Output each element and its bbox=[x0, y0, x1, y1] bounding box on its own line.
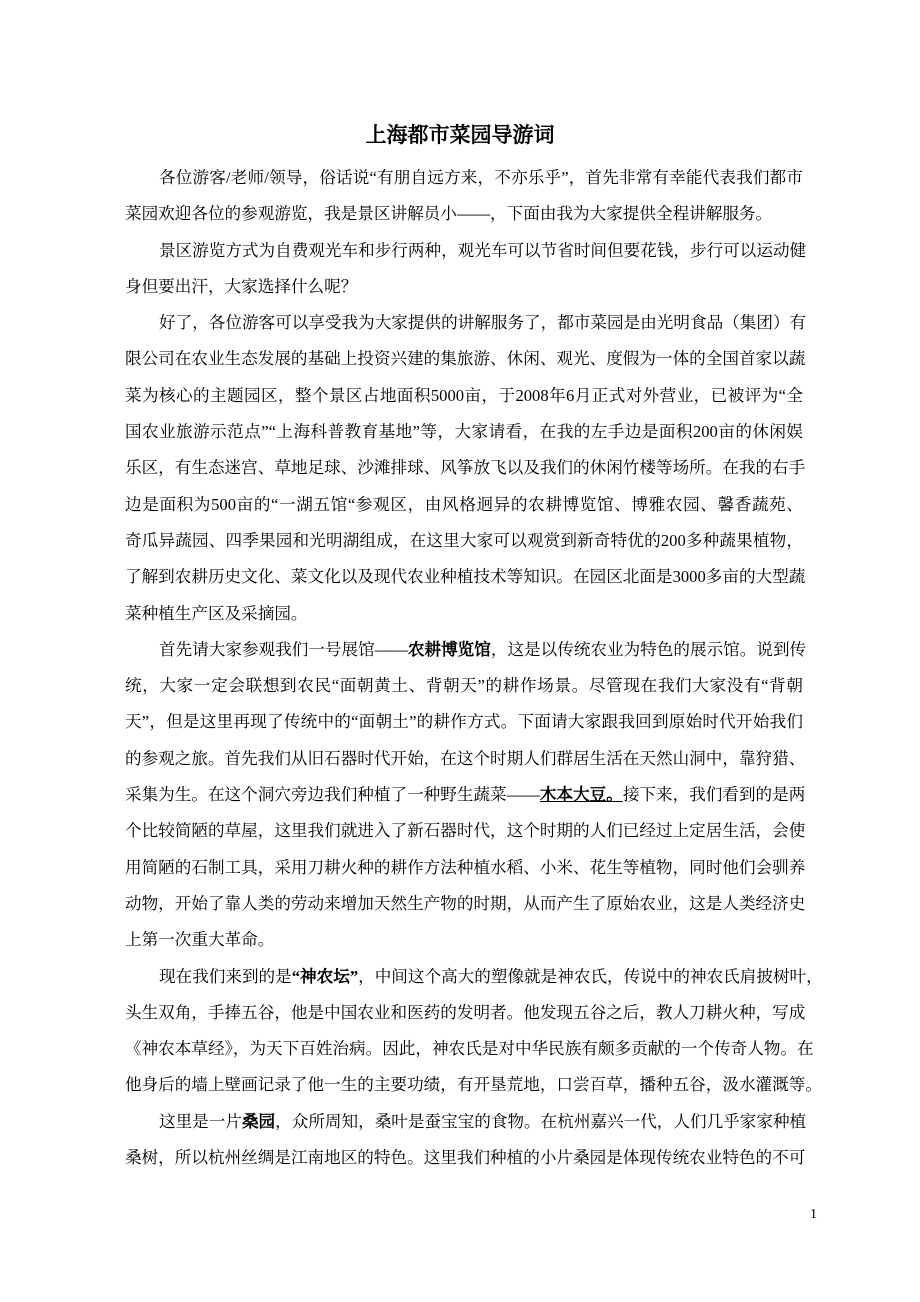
text-segment: ，这是以传统农业为特色的展示馆。说到传 bbox=[490, 639, 807, 659]
text-segment: 采集为生。在这个洞穴旁边我们种植了一种野生蔬菜—— bbox=[125, 785, 540, 805]
text-segment: 菜园欢迎各位的参观游览，我是景区讲解员小——，下面由我为大家提供全程讲解服务。 bbox=[125, 204, 773, 224]
text-segment: 各位游客/老师/领导，俗话说“有朋自远方来，不亦乐乎”，首先非常有幸能代表我们都市 bbox=[159, 168, 803, 187]
text-segment: 边是面积为500亩的“一湖五馆“参观区，由风格迥异的农耕博览馆、博雅农园、馨香蔬苑、 bbox=[125, 494, 803, 514]
text-line bbox=[125, 160, 803, 196]
bold-underlined-text: 木本大豆。 bbox=[539, 785, 623, 805]
paragraph bbox=[125, 160, 803, 233]
text-line bbox=[125, 269, 803, 305]
bold-text: 农耕博览馆 bbox=[407, 639, 491, 659]
text-segment: 奇瓜异蔬园、四季果园和光明湖组成，在这里大家可以观赏到新奇特优的200多种蔬果植物， bbox=[125, 530, 803, 550]
text-segment: 天”，但是这里再现了传统中的“面朝土”的耕作方式。下面请大家跟我回到原始时代开始我们 bbox=[125, 712, 803, 732]
paragraph bbox=[125, 632, 807, 959]
bold-text: 桑园 bbox=[241, 1111, 276, 1131]
text-line bbox=[125, 378, 803, 414]
text-segment: 这里是一片 bbox=[159, 1111, 242, 1131]
paragraph bbox=[125, 233, 807, 306]
text-line bbox=[125, 196, 803, 232]
document-title: 上海都市菜园导游词 bbox=[365, 123, 555, 147]
text-line bbox=[125, 995, 806, 1031]
document-body bbox=[125, 160, 823, 1176]
text-line bbox=[125, 850, 806, 886]
text-segment: 乐区，有生态迷宫、草地足球、沙滩排球、风筝放飞以及我们的休闲竹楼等场所。在我的右手 bbox=[125, 458, 806, 478]
text-line bbox=[125, 487, 803, 523]
text-segment: 统，大家一定会联想到农民“面朝黄土、背朝天”的耕作场景。尽管现在我们大家没有“背朝 bbox=[125, 676, 803, 696]
text-line bbox=[125, 959, 823, 995]
text-segment: 动物，开始了靠人类的劳动来增加天然生产物的时期，从而产生了原始农业，这是人类经济史 bbox=[125, 893, 806, 913]
text-line bbox=[125, 704, 803, 740]
text-line bbox=[125, 305, 807, 341]
text-line bbox=[125, 1067, 822, 1103]
text-line bbox=[125, 450, 806, 486]
text-segment: 景区游览方式为自费观光车和步行两种，观光车可以节省时间但要花钱，步行可以运动健 bbox=[159, 240, 807, 260]
text-segment: 接下来，我们看到的是两 bbox=[622, 785, 806, 805]
text-segment: 首先请大家参观我们一号展馆—— bbox=[159, 639, 408, 659]
text-segment: 《神农本草经》，为天下百姓治病。因此，神农氏是对中华民族有颇多贡献的一个传奇人物。在 bbox=[125, 1039, 814, 1059]
text-line bbox=[125, 596, 803, 632]
text-line bbox=[125, 922, 803, 958]
text-segment: 桑树，所以杭州丝绸是江南地区的特色。这里我们种植的小片桑园是体现传统农业特色的不可 bbox=[125, 1148, 806, 1168]
text-line bbox=[125, 1031, 814, 1067]
text-segment: 的参观之旅。首先我们从旧石器时代开始，在这个时期人们群居生活在天然山洞中，靠狩猎、 bbox=[125, 748, 806, 768]
text-line bbox=[125, 668, 803, 704]
bold-text: “神农坛” bbox=[291, 966, 359, 986]
text-segment: 身但要出汗，大家选择什么呢？ bbox=[125, 276, 358, 296]
text-segment: 个比较简陋的草屋，这里我们就进入了新石器时代，这个时期的人们已经过上定居生活，会使 bbox=[125, 821, 806, 841]
text-segment: 国农业旅游示范点”“上海科普教育基地”等，大家请看，在我的左手边是面积200亩的休闲娱 bbox=[125, 422, 803, 442]
text-line bbox=[125, 559, 806, 595]
text-line bbox=[125, 741, 806, 777]
text-segment: ，中间这个高大的塑像就是神农氏，传说中的神农氏肩披树叶， bbox=[358, 966, 823, 986]
text-segment: 他身后的墙上壁画记录了他一生的主要功绩，有开垦荒地，口尝百草，播种五谷，汲水灌溉等。 bbox=[125, 1075, 822, 1095]
text-line bbox=[125, 886, 806, 922]
text-line bbox=[125, 777, 806, 813]
text-line bbox=[125, 414, 803, 450]
text-segment: 限公司在农业生态发展的基础上投资兴建的集旅游、休闲、观光、度假为一体的全国首家以蔬 bbox=[125, 349, 806, 369]
page-number: 1 bbox=[810, 1207, 817, 1222]
text-line bbox=[125, 233, 807, 269]
text-segment: 好了，各位游客可以享受我为大家提供的讲解服务了，都市菜园是由光明食品（集团）有 bbox=[159, 313, 807, 333]
text-line bbox=[125, 1104, 807, 1140]
text-line bbox=[125, 813, 806, 849]
paragraph bbox=[125, 305, 807, 632]
text-segment: 菜为核心的主题园区，整个景区占地面积5000亩，于2008年6月正式对外营业，已被评为“全 bbox=[125, 385, 803, 405]
paragraph bbox=[125, 1104, 807, 1177]
text-line bbox=[125, 341, 806, 377]
text-line bbox=[125, 523, 803, 559]
text-segment: 头生双角，手捧五谷，他是中国农业和医药的发明者。他发现五谷之后，教人刀耕火种，写成 bbox=[125, 1002, 806, 1022]
text-segment: 了解到农耕历史文化、菜文化以及现代农业种植技术等知识。在园区北面是3000多亩的大型蔬 bbox=[125, 567, 806, 587]
text-segment: 现在我们来到的是 bbox=[159, 966, 292, 986]
text-line bbox=[125, 1140, 806, 1176]
text-segment: ，众所周知，桑叶是蚕宝宝的食物。在杭州嘉兴一代，人们几乎家家种植 bbox=[275, 1111, 807, 1131]
text-line bbox=[125, 632, 807, 668]
paragraph bbox=[125, 959, 823, 1104]
text-segment: 菜种植生产区及采摘园。 bbox=[125, 603, 308, 623]
text-segment: 上第一次重大革命。 bbox=[125, 930, 275, 950]
text-segment: 用简陋的石制工具，采用刀耕火种的耕作方法种植水稻、小米、花生等植物，同时他们会驯养 bbox=[125, 857, 806, 877]
